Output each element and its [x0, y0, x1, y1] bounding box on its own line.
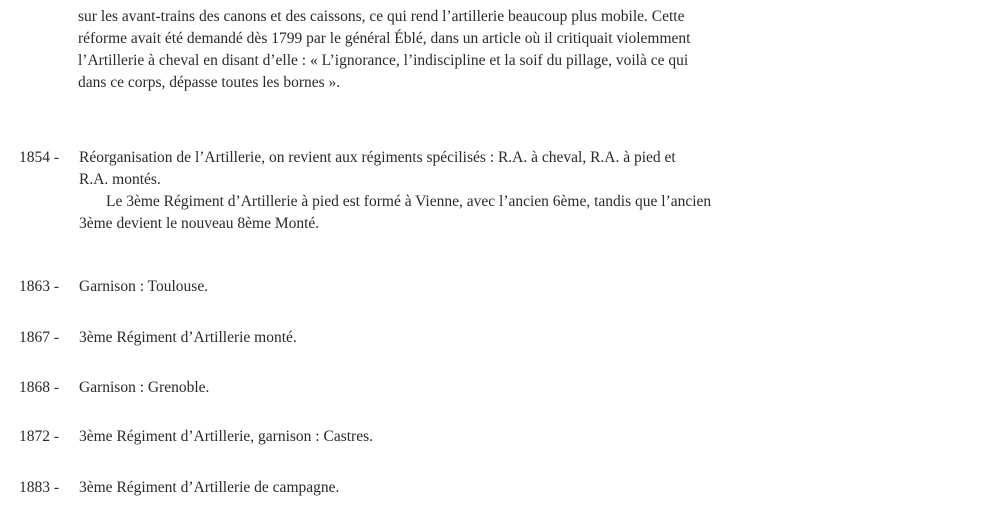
intro-line: dans ce corps, dépasse toutes les bornes ». [78, 74, 341, 91]
entry-body [79, 477, 959, 499]
entry-line: Garnison : Toulouse. [79, 278, 209, 295]
entry-body [79, 377, 959, 399]
entry-year: 1872 - [19, 428, 60, 445]
entry-line: Réorganisation de l’Artillerie, on revient aux régiments spécilisés : R.A. à cheval, R.A. à pied et [79, 149, 676, 166]
entry-body [79, 147, 959, 235]
entry-line: 3ème devient le nouveau 8ème Monté. [79, 215, 320, 232]
entry-body [79, 276, 959, 298]
entry-year: 1867 - [19, 329, 60, 346]
entry-line: 3ème Régiment d’Artillerie monté. [79, 329, 297, 346]
intro-line: réforme avait été demandé dès 1799 par le général Éblé, dans un article où il critiquait violemment [78, 30, 691, 47]
entry-year: 1854 - [19, 149, 60, 166]
entry-year: 1868 - [19, 379, 60, 396]
entry-year: 1883 - [19, 479, 60, 496]
intro-line: sur les avant-trains des canons et des caissons, ce qui rend l’artillerie beaucoup plus mobile. Cette [78, 8, 685, 25]
entry-body [79, 327, 959, 349]
intro-paragraph [78, 6, 948, 94]
intro-line: l’Artillerie à cheval en disant d’elle : « L’ignorance, l’indiscipline et la soif du pillage, voilà ce qui [78, 52, 689, 69]
entry-year: 1863 - [19, 278, 60, 295]
entry-line: 3ème Régiment d’Artillerie de campagne. [79, 479, 340, 496]
entry-line: R.A. montés. [79, 171, 161, 188]
entry-line: 3ème Régiment d’Artillerie, garnison : Castres. [79, 428, 373, 445]
entry-line: Le 3ème Régiment d’Artillerie à pied est formé à Vienne, avec l’ancien 6ème, tandis que l’ancien [106, 193, 712, 210]
entry-body [79, 426, 959, 448]
entry-line: Garnison : Grenoble. [79, 379, 210, 396]
